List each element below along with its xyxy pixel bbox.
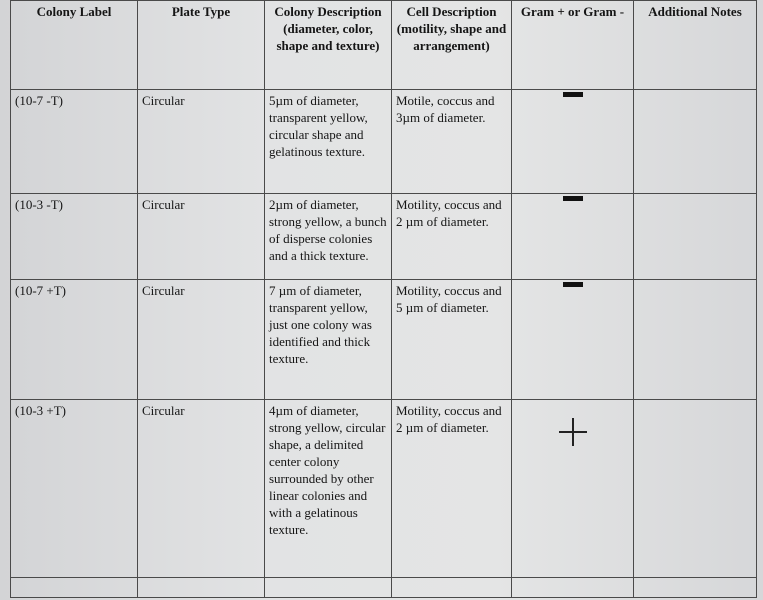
additional-notes-cell xyxy=(634,194,757,280)
table-row xyxy=(11,90,757,194)
table-row xyxy=(11,578,757,598)
colony-label-cell: (10-7 +T) xyxy=(11,280,138,400)
additional-notes-cell xyxy=(634,280,757,400)
plate-type-cell: Circular xyxy=(138,280,265,400)
cell-description-cell: Motility, coccus and 2 µm of diameter. xyxy=(392,194,512,280)
plate-type-cell: Circular xyxy=(138,400,265,578)
header-gram: Gram + or Gram - xyxy=(512,1,634,90)
gram-positive-sign xyxy=(559,418,587,446)
additional-notes-cell xyxy=(634,90,757,194)
table-row xyxy=(11,400,757,578)
gram-cell xyxy=(512,280,634,400)
gram-negative-sign xyxy=(563,282,583,287)
empty-cell xyxy=(138,578,265,598)
header-colony-description: Colony Description (diameter, color, shape and texture) xyxy=(265,1,392,90)
empty-cell xyxy=(512,578,634,598)
header-row xyxy=(11,1,757,90)
gram-negative-sign xyxy=(563,196,583,201)
plate-type-cell: Circular xyxy=(138,194,265,280)
colony-label-cell: (10-3 +T) xyxy=(11,400,138,578)
table-row xyxy=(11,194,757,280)
colony-table xyxy=(10,0,757,598)
cell-description-cell: Motile, coccus and 3µm of diameter. xyxy=(392,90,512,194)
colony-label-cell: (10-7 -T) xyxy=(11,90,138,194)
header-colony-label: Colony Label xyxy=(11,1,138,90)
empty-cell xyxy=(392,578,512,598)
table-row xyxy=(11,280,757,400)
gram-cell xyxy=(512,194,634,280)
additional-notes-cell xyxy=(634,400,757,578)
plate-type-cell: Circular xyxy=(138,90,265,194)
cell-description-cell: Motility, coccus and 2 µm of diameter. xyxy=(392,400,512,578)
cell-description-cell: Motility, coccus and 5 µm of diameter. xyxy=(392,280,512,400)
colony-description-cell: 7 µm of diameter, transparent yellow, just one colony was identified and thick texture. xyxy=(265,280,392,400)
header-additional-notes: Additional Notes xyxy=(634,1,757,90)
colony-description-cell: 4µm of diameter, strong yellow, circular shape, a delimited center colony surrounded by other linear colonies and with a gelatinous texture. xyxy=(265,400,392,578)
colony-description-cell: 5µm of diameter, transparent yellow, circular shape and gelatinous texture. xyxy=(265,90,392,194)
empty-cell xyxy=(634,578,757,598)
gram-cell xyxy=(512,90,634,194)
gram-cell xyxy=(512,400,634,578)
header-plate-type: Plate Type xyxy=(138,1,265,90)
empty-cell xyxy=(11,578,138,598)
colony-description-cell: 2µm of diameter, strong yellow, a bunch of disperse colonies and a thick texture. xyxy=(265,194,392,280)
empty-cell xyxy=(265,578,392,598)
header-cell-description: Cell Description (motility, shape and arrangement) xyxy=(392,1,512,90)
colony-label-cell: (10-3 -T) xyxy=(11,194,138,280)
gram-negative-sign xyxy=(563,92,583,97)
